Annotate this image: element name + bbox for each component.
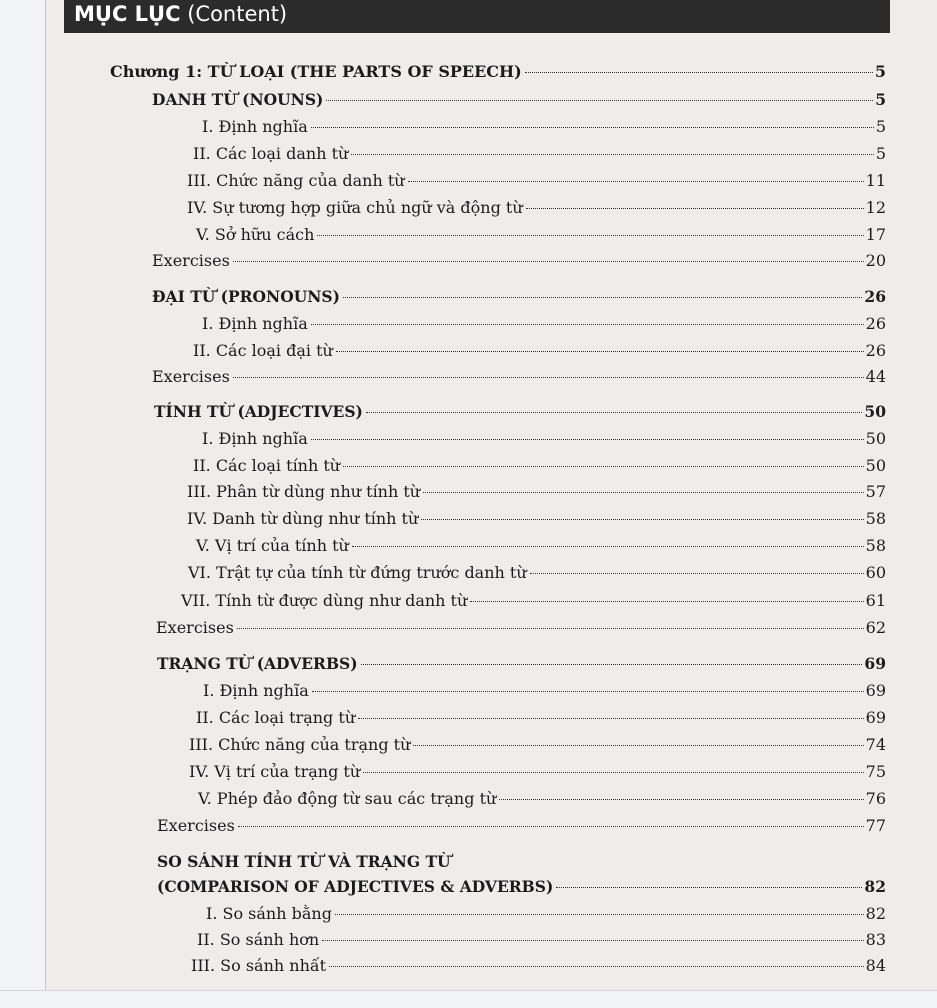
toc-entry-title: V. Vị trí của tính từ	[196, 536, 349, 555]
toc-exercises[interactable]	[157, 816, 886, 835]
toc-section-comparison-en[interactable]	[157, 877, 886, 896]
dot-leader	[366, 412, 863, 413]
toc-page-number: 50	[864, 402, 886, 421]
toc-section-adjectives[interactable]	[154, 402, 886, 421]
toc-item[interactable]	[197, 930, 886, 949]
dot-leader	[322, 940, 863, 941]
toc-item[interactable]	[196, 708, 886, 727]
toc-item[interactable]	[189, 762, 886, 781]
toc-entry-title: III. Chức năng của danh từ	[187, 171, 405, 190]
toc-page-number: 50	[865, 456, 886, 475]
toc-entry-title: ĐẠI TỪ (PRONOUNS)	[152, 287, 340, 306]
dot-leader	[233, 377, 864, 378]
toc-entry-title: V. Phép đảo động từ sau các trạng từ	[198, 789, 497, 808]
toc-entry-title: TRẠNG TỪ (ADVERBS)	[157, 654, 358, 673]
dot-leader	[233, 261, 864, 262]
dot-leader	[317, 235, 863, 236]
toc-page-number: 12	[865, 198, 886, 217]
dot-leader	[413, 745, 863, 746]
toc-entry-title: II. Các loại danh từ	[193, 144, 349, 163]
toc-entry-title: V. Sở hữu cách	[196, 225, 315, 244]
toc-page-number: 57	[865, 482, 886, 501]
toc-page-number: 17	[865, 225, 886, 244]
dot-leader	[311, 324, 864, 325]
toc-entry-title: III. Chức năng của trạng từ	[189, 735, 411, 754]
toc-exercises[interactable]	[152, 251, 886, 270]
toc-item[interactable]	[203, 681, 886, 700]
toc-entry-title: II. Các loại trạng từ	[196, 708, 356, 727]
toc-page-number: 62	[865, 618, 886, 637]
toc-entry-title: I. Định nghĩa	[202, 314, 308, 333]
toc-page-number: 5	[874, 62, 886, 81]
dot-leader	[470, 601, 863, 602]
toc-chapter-1[interactable]	[110, 62, 886, 81]
toc-page-number: 50	[865, 429, 886, 448]
dot-leader	[352, 546, 864, 547]
toc-entry-title: TÍNH TỪ (ADJECTIVES)	[154, 402, 363, 421]
toc-entry-title: IV. Vị trí của trạng từ	[189, 762, 361, 781]
dot-leader	[526, 208, 864, 209]
toc-entry-title: I. So sánh bằng	[206, 904, 332, 923]
toc-page-number: 76	[865, 789, 886, 808]
toc-section-pronouns[interactable]	[152, 287, 886, 306]
toc-item[interactable]	[193, 341, 886, 360]
dot-leader	[238, 826, 864, 827]
page-title-bold: MỤC LỤC	[74, 2, 181, 26]
toc-page-number: 69	[864, 654, 886, 673]
toc-section-adverbs[interactable]	[157, 654, 886, 673]
toc-page-number: 26	[864, 287, 886, 306]
toc-page-number: 60	[865, 563, 886, 582]
toc-item[interactable]	[193, 144, 886, 163]
dot-leader	[361, 664, 863, 665]
toc-entry-title: DANH TỪ (NOUNS)	[152, 90, 324, 109]
dot-leader	[312, 691, 864, 692]
toc-item[interactable]	[196, 536, 886, 555]
page-title	[74, 0, 287, 31]
toc-page-number: 26	[865, 341, 886, 360]
toc-item[interactable]	[193, 456, 886, 475]
toc-page-number: 11	[865, 171, 886, 190]
content-header-bar	[64, 0, 890, 33]
toc-page-number: 82	[865, 904, 886, 923]
dot-leader	[408, 181, 864, 182]
toc-entry-title: I. Định nghĩa	[202, 117, 308, 136]
dot-leader	[423, 492, 864, 493]
toc-item[interactable]	[206, 904, 886, 923]
toc-entry-title: IV. Sự tương hợp giữa chủ ngữ và động từ	[187, 198, 523, 217]
dot-leader	[311, 439, 864, 440]
dot-leader	[351, 154, 873, 155]
toc-item[interactable]	[196, 225, 886, 244]
toc-entry-title: II. Các loại đại từ	[193, 341, 333, 360]
toc-page-number: 74	[865, 735, 886, 754]
dot-leader	[329, 966, 864, 967]
toc-page-number: 82	[864, 877, 886, 896]
toc-page-number: 44	[865, 367, 886, 386]
toc-section-nouns[interactable]	[152, 90, 886, 109]
dot-leader	[525, 72, 873, 73]
dot-leader	[311, 127, 874, 128]
toc-item[interactable]	[187, 509, 886, 528]
dot-leader	[335, 914, 864, 915]
toc-page-number: 77	[865, 816, 886, 835]
toc-entry-title: VI. Trật tự của tính từ đứng trước danh từ	[188, 563, 527, 582]
toc-entry-title: I. Định nghĩa	[203, 681, 309, 700]
toc-page-number: 5	[875, 117, 886, 136]
toc-item[interactable]	[191, 956, 886, 975]
dot-leader	[336, 351, 864, 352]
dot-leader	[343, 466, 864, 467]
toc-page-number: 61	[865, 591, 886, 610]
toc-exercises[interactable]	[152, 367, 886, 386]
toc-page-number: 69	[865, 681, 886, 700]
toc-entry-title: IV. Danh từ dùng như tính từ	[187, 509, 419, 528]
toc-entry-title: Exercises	[157, 816, 235, 835]
toc-page-number: 5	[875, 90, 886, 109]
toc-item[interactable]	[188, 563, 886, 582]
toc-item[interactable]	[187, 482, 886, 501]
toc-page-number: 26	[865, 314, 886, 333]
toc-page-number: 75	[865, 762, 886, 781]
toc-entry-title: II. Các loại tính từ	[193, 456, 341, 475]
dot-leader	[499, 799, 863, 800]
viewer-bottom-strip	[0, 990, 937, 1008]
toc-item[interactable]	[187, 171, 886, 190]
toc-item[interactable]	[189, 735, 886, 754]
dot-leader	[556, 887, 862, 888]
toc-section-comparison[interactable]	[157, 852, 886, 871]
toc-exercises[interactable]	[156, 618, 886, 637]
dot-leader	[343, 297, 862, 298]
toc-entry-title: III. So sánh nhất	[191, 956, 327, 975]
toc-entry-title: Exercises	[152, 367, 230, 386]
page-title-subtitle: (Content)	[187, 2, 288, 26]
toc-page-number: 84	[865, 956, 886, 975]
dot-leader	[326, 100, 873, 101]
dot-leader	[530, 573, 864, 574]
toc-entry-title: I. Định nghĩa	[202, 429, 308, 448]
toc-page-number: 58	[865, 509, 886, 528]
toc-entry-title: SO SÁNH TÍNH TỪ VÀ TRẠNG TỪ	[157, 852, 451, 871]
toc-item[interactable]	[202, 117, 886, 136]
toc-entry-title: Chương 1: TỪ LOẠI (THE PARTS OF SPEECH)	[110, 62, 522, 81]
toc-page-number: 69	[865, 708, 886, 727]
dot-leader	[363, 772, 863, 773]
dot-leader	[237, 628, 864, 629]
dot-leader	[358, 718, 864, 719]
toc-entry-title: Exercises	[156, 618, 234, 637]
toc-entry-title: VII. Tính từ được dùng như danh từ	[181, 591, 468, 610]
toc-item[interactable]	[187, 198, 886, 217]
toc-entry-title: III. Phân từ dùng như tính từ	[187, 482, 421, 501]
toc-entry-title: II. So sánh hơn	[197, 930, 320, 949]
toc-item[interactable]	[202, 314, 886, 333]
toc-page-number: 83	[865, 930, 886, 949]
dot-leader	[421, 519, 863, 520]
toc-page-number: 20	[865, 251, 886, 270]
toc-entry-title: (COMPARISON OF ADJECTIVES & ADVERBS)	[157, 877, 554, 896]
toc-entry-title: Exercises	[152, 251, 230, 270]
toc-page-number: 58	[865, 536, 886, 555]
toc-page-number: 5	[875, 144, 886, 163]
toc-item[interactable]	[198, 789, 886, 808]
toc-item[interactable]	[181, 591, 886, 610]
toc-item[interactable]	[202, 429, 886, 448]
